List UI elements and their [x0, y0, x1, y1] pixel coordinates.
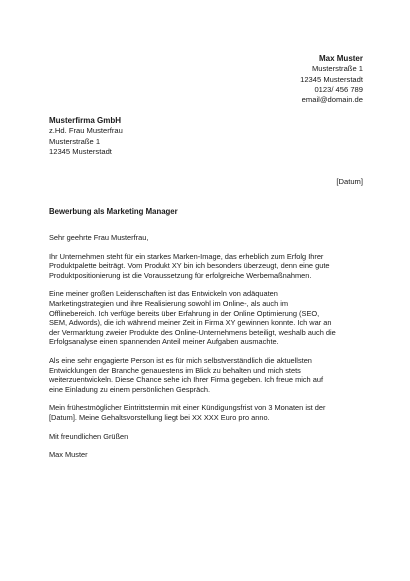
- paragraph-line: Eine meiner großen Leidenschaften ist das Entwickeln von adäquaten: [49, 289, 278, 299]
- body-paragraph-3: [49, 356, 369, 394]
- paragraph-line: Offlinebereich. Ich verfüge bereits über Erfahrung in der Online Optimierung (SEO,: [49, 308, 320, 318]
- sender-city: 12345 Musterstadt: [300, 74, 363, 84]
- paragraph-line: Produktpalette beiträgt. Vom Produkt XY bin ich besonders überzeugt, denn eine gute: [49, 261, 330, 271]
- sender-name: Max Muster: [318, 54, 363, 63]
- sender-street: Musterstraße 1: [311, 64, 363, 74]
- paragraph-line: [Datum]. Meine Gehaltsvorstellung liegt bei XX XXX Euro pro anno.: [49, 412, 270, 422]
- letter-date: [Datum]: [336, 177, 363, 186]
- salutation: Sehr geehrte Frau Musterfrau,: [49, 233, 149, 242]
- recipient-city: 12345 Musterstadt: [49, 146, 112, 156]
- paragraph-line: Ihr Unternehmen steht für ein starkes Marken-Image, das erheblich zum Erfolg Ihrer: [49, 251, 324, 261]
- signature-name: Max Muster: [49, 450, 88, 460]
- paragraph-line: Produktpositionierung ist die Voraussetzung für erfolgreiche Werbemaßnahmen.: [49, 270, 312, 280]
- paragraph-line: weiterzuentwickeln. Diese Chance sehe ich Ihrer Firma gegeben. Ich freue mich auf: [49, 375, 323, 385]
- paragraph-line: Entwicklungen der Branche genauestens im Blick zu behalten und mich stets: [49, 365, 301, 375]
- body-paragraph-4: [49, 403, 369, 422]
- recipient-company: Musterfirma GmbH: [49, 116, 122, 125]
- recipient-address-block: [49, 116, 123, 157]
- paragraph-line: eine Einladung zu einem persönlichen Gespräch.: [49, 384, 211, 394]
- paragraph-line: SEM, Adwords), die ich während meiner Zeit in Firma XY gewinnen konnte. Ich war an: [49, 318, 332, 328]
- paragraph-line: Marketingstrategien und ihre Realisierung sowohl im Online-, als auch im: [49, 298, 289, 308]
- letter-body: [49, 233, 369, 469]
- sender-phone: 0123/ 456 789: [314, 84, 363, 94]
- sender-email: email@domain.de: [301, 95, 363, 105]
- paragraph-line: Als eine sehr engagierte Person ist es für mich selbstverständlich die aktuellsten: [49, 355, 312, 365]
- sender-address-block: [300, 54, 363, 105]
- paragraph-line: der Vermarktung zweier Produkte des Online-Unternehmens beteiligt, weshalb auch die: [49, 327, 336, 337]
- body-paragraph-2: [49, 289, 369, 347]
- body-paragraph-1: [49, 252, 369, 281]
- letter-subject: Bewerbung als Marketing Manager: [49, 207, 178, 216]
- closing: Mit freundlichen Grüßen: [49, 431, 129, 441]
- paragraph-line: Mein frühestmöglicher Eintrittstermin mit einer Kündigungsfrist von 3 Monaten ist der: [49, 403, 326, 413]
- recipient-attention: z.Hd. Frau Musterfrau: [49, 126, 123, 136]
- recipient-street: Musterstraße 1: [49, 136, 101, 146]
- paragraph-line: Erfolgsanalyse einen spannenden Anteil meiner Aufgaben ausmachte.: [49, 337, 279, 347]
